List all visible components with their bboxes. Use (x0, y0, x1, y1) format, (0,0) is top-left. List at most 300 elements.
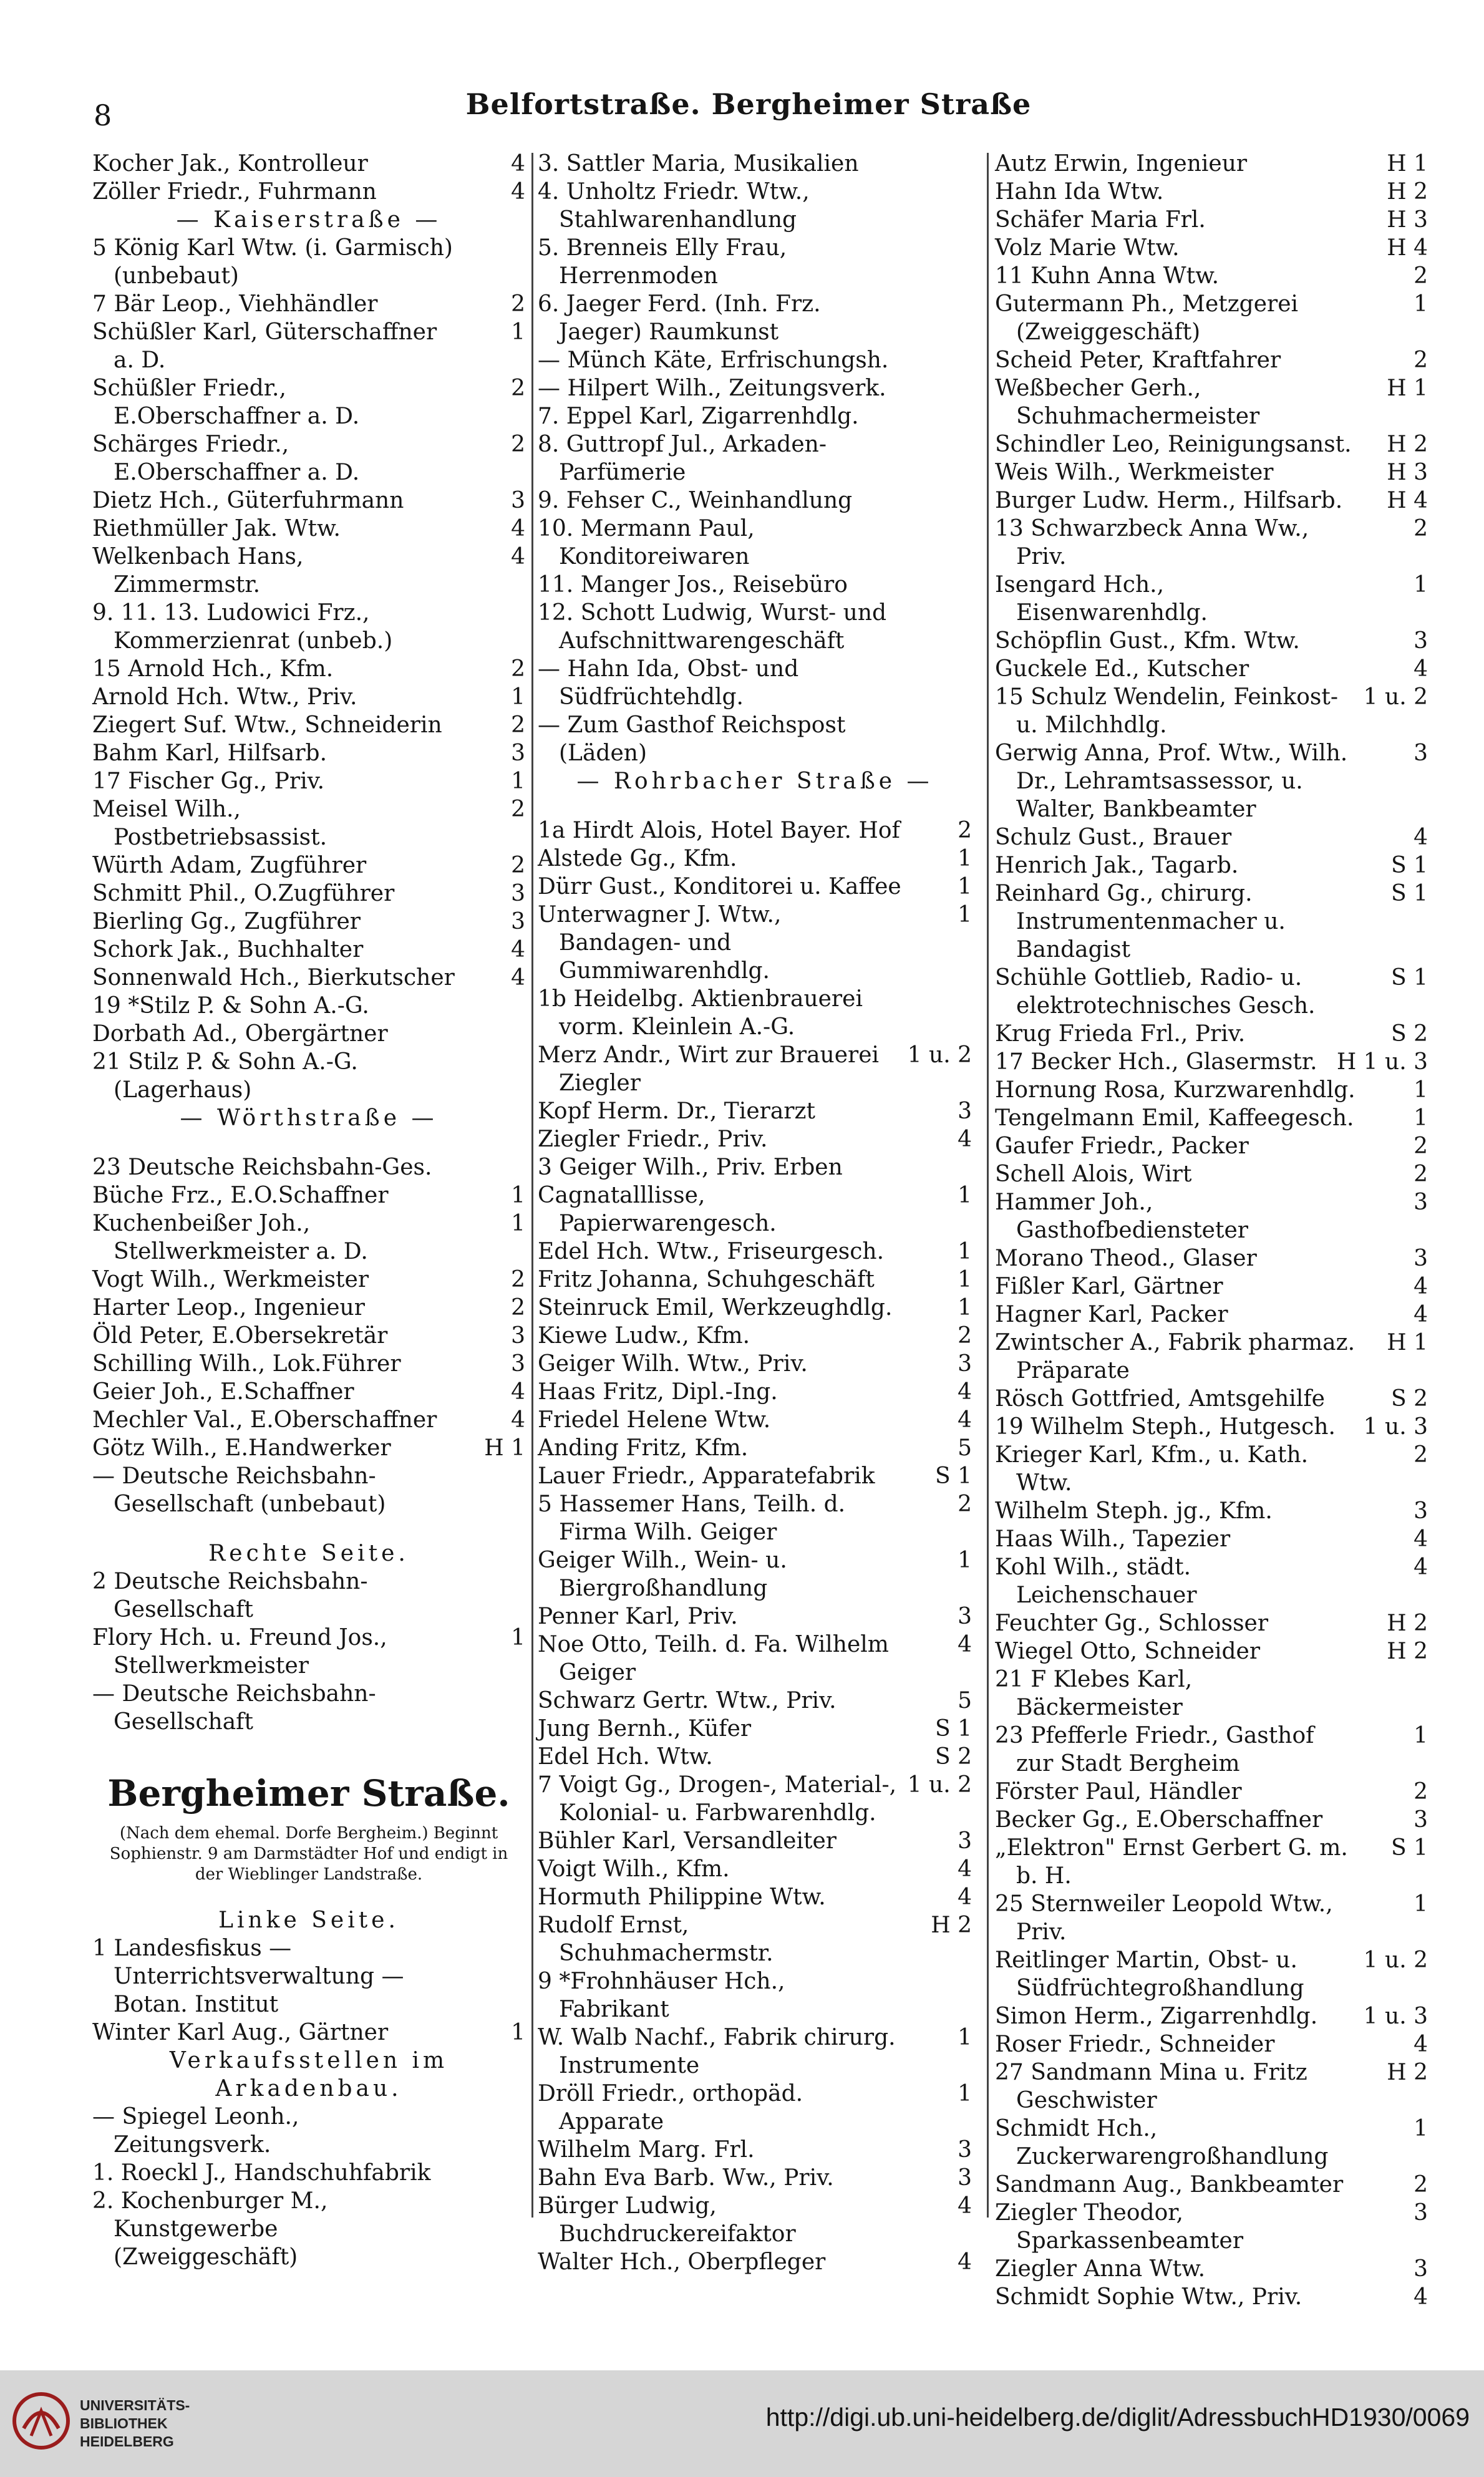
directory-entry (995, 627, 1428, 655)
entry-text: 12. Schott Ludwig, Wurst- und Aufschnittwarengeschäft (538, 600, 894, 654)
entry-floor: 3 (1414, 1807, 1428, 1833)
entry-text: Hammer Joh., Gasthofbediensteter (995, 1190, 1248, 1243)
directory-entry (92, 936, 525, 964)
entry-floor: 3 (958, 1604, 972, 1629)
entry-text: Bahn Eva Barb. Ww., Priv. (538, 2165, 834, 2191)
directory-entry (538, 1350, 972, 1378)
directory-entry (92, 655, 525, 683)
directory-entry (92, 683, 525, 711)
entry-text: Arnold Hch. Wtw., Priv. (92, 684, 357, 710)
entry-floor: 1 (1414, 1077, 1428, 1103)
directory-entry (995, 1413, 1428, 1441)
entry-floor: 3 (958, 1351, 972, 1377)
directory-entry (995, 2030, 1428, 2058)
directory-entry (538, 1687, 972, 1715)
directory-entry (92, 1378, 525, 1406)
directory-entry (92, 1181, 525, 1209)
entry-text: Morano Theod., Glaser (995, 1246, 1257, 1271)
directory-entry (995, 206, 1428, 234)
directory-entry (995, 150, 1428, 178)
entry-floor: 1 (958, 874, 972, 899)
directory-entry (538, 2164, 972, 2192)
entry-text: „Elektron" Ernst Gerbert G. m. b. H. (995, 1835, 1355, 1889)
entry-floor: 4 (958, 1884, 972, 1910)
entry-text: Dröll Friedr., orthopäd. Apparate (538, 2081, 810, 2135)
directory-entry (995, 487, 1428, 515)
entry-floor: 1 u. 2 (1363, 684, 1428, 710)
directory-entry (538, 290, 972, 346)
entry-text: Förster Paul, Händler (995, 1779, 1242, 1805)
entry-floor: 1 (1414, 291, 1428, 317)
entry-text: — Deutsche Reichsbahn-Gesellschaft (92, 1681, 376, 1735)
directory-entry (92, 992, 525, 1020)
directory-entry (995, 1188, 1428, 1244)
entry-text: Edel Hch. Wtw. (538, 1744, 713, 1770)
entry-floor: 1 (958, 2081, 972, 2106)
entry-floor: H 3 (1387, 460, 1428, 485)
entry-floor: 3 (511, 909, 525, 934)
entry-floor: H 1 (1387, 376, 1428, 401)
entry-floor: 3 (511, 1323, 525, 1349)
entry-floor: 3 (958, 2137, 972, 2163)
directory-entry (538, 1855, 972, 1883)
entry-text: 21 F Klebes Karl, Bäckermeister (995, 1667, 1200, 1720)
directory-entry (995, 851, 1428, 880)
directory-entry (538, 374, 972, 402)
entry-text: Ziegert Suf. Wtw., Schneiderin (92, 712, 442, 738)
entry-text: Schüßler Friedr., E.Oberschaffner a. D. (92, 376, 360, 429)
entry-text: Gutermann Ph., Metzgerei (Zweiggeschäft) (995, 291, 1306, 345)
entry-floor: 3 (958, 1098, 972, 1124)
entry-text: 1a Hirdt Alois, Hotel Bayer. Hof (538, 818, 900, 843)
directory-entry (92, 1294, 525, 1322)
entry-floor: S 1 (934, 1716, 972, 1742)
entry-text: 21 Stilz P. & Sohn A.-G. (Lagerhaus) (92, 1049, 366, 1103)
entry-floor: 5 (958, 1688, 972, 1714)
entry-text: Flory Hch. u. Freund Jos., Stellwerkmeister (92, 1625, 395, 1679)
directory-entry (538, 402, 972, 430)
directory-entry (995, 234, 1428, 262)
directory-entry (92, 1048, 525, 1104)
entry-text: 23 Pfefferle Friedr., Gasthof zur Stadt Bergheim (995, 1723, 1321, 1777)
library-name (80, 2397, 190, 2451)
entry-text: Fißler Karl, Gärtner (995, 1274, 1223, 1299)
directory-entry (92, 767, 525, 795)
entry-floor: 4 (1414, 1302, 1428, 1327)
entry-floor: 1 (958, 1295, 972, 1321)
library-name-line: UNIVERSITÄTS- (80, 2397, 190, 2413)
entry-floor: 4 (511, 179, 525, 205)
entry-text: Krieger Karl, Kfm., u. Kath. Wtw. (995, 1442, 1316, 1496)
entry-text: Steinruck Emil, Werkzeughdlg. (538, 1295, 893, 1321)
footer-bar (0, 2370, 1484, 2477)
directory-entry (538, 1490, 972, 1546)
entry-floor: S 1 (1390, 853, 1428, 878)
directory-entry (538, 2248, 972, 2276)
entry-text: 6. Jaeger Ferd. (Inh. Frz. Jaeger) Raumkunst (538, 291, 828, 345)
entry-floor: 4 (958, 1856, 972, 1882)
directory-entry (995, 1160, 1428, 1188)
entry-text: Volz Marie Wtw. (995, 235, 1180, 261)
entry-floor: 1 (958, 1239, 972, 1264)
library-logo-icon (12, 2392, 70, 2450)
entry-text: Schmidt Hch., Zuckerwarengroßhandlung (995, 2116, 1329, 2169)
entry-floor: H 1 u. 3 (1336, 1049, 1428, 1075)
entry-floor: 1 u. 3 (1363, 2004, 1428, 2029)
entry-text: Geiger Wilh. Wtw., Priv. (538, 1351, 808, 1377)
spacer (92, 1518, 525, 1539)
entry-text: Mechler Val., E.Oberschaffner (92, 1407, 437, 1433)
directory-entry (92, 234, 525, 290)
entry-text: 5 König Karl Wtw. (i. Garmisch) (unbebaut) (92, 235, 460, 289)
directory-entry (995, 739, 1428, 823)
entry-floor: 4 (1414, 825, 1428, 850)
directory-entry (995, 262, 1428, 290)
entry-floor: 4 (1414, 2284, 1428, 2310)
entry-text: Vogt Wilh., Werkmeister (92, 1267, 369, 1292)
entry-floor: 1 (511, 684, 525, 710)
entry-text: — Münch Käte, Erfrischungsh. (538, 347, 889, 373)
entry-floor: H 4 (1387, 488, 1428, 513)
source-url-link[interactable]: http://digi.ub.uni-heidelberg.de/diglit/AdressbuchHD1930/0069 (765, 2403, 1470, 2431)
entry-text: Schöpflin Gust., Kfm. Wtw. (995, 628, 1300, 654)
entry-floor: 1 u. 2 (907, 1042, 972, 1068)
entry-floor: H 2 (1387, 2060, 1428, 2085)
spacer (92, 1132, 525, 1153)
entry-text: 1 Landesfiskus — Unterrichtsverwaltung — Botan. Institut (92, 1936, 411, 2017)
entry-floor: 1 (958, 2025, 972, 2050)
directory-entry (92, 543, 525, 599)
entry-text: Geiger Wilh., Wein- u. Biergroßhandlung (538, 1548, 795, 1601)
directory-entry (92, 795, 525, 851)
entry-text: Schmitt Phil., O.Zugführer (92, 881, 395, 906)
column-divider (531, 153, 533, 2218)
entry-text: Geier Joh., E.Schaffner (92, 1379, 354, 1405)
entry-floor: 4 (1414, 656, 1428, 682)
section-heading: — Rohrbacher Straße — (576, 768, 933, 794)
entry-text: Schulz Gust., Brauer (995, 825, 1232, 850)
directory-entry (995, 880, 1428, 964)
entry-floor: 1 (511, 768, 525, 794)
entry-floor: 2 (958, 1491, 972, 1517)
directory-entry (538, 1715, 972, 1743)
entry-floor: H 2 (1387, 1611, 1428, 1636)
directory-entry (538, 1294, 972, 1322)
entry-floor: 2 (1414, 516, 1428, 541)
entry-text: Schell Alois, Wirt (995, 1161, 1192, 1187)
entry-text: Öld Peter, E.Obersekretär (92, 1323, 388, 1349)
entry-floor: 1 (511, 319, 525, 345)
street-description: (Nach dem ehemal. Dorfe Bergheim.) Beginnt Sophienstr. 9 am Darmstädter Hof und endigt in der Wieblinger Landstraße. (109, 1824, 513, 1884)
entry-floor: 2 (511, 432, 525, 457)
entry-text: Hornung Rosa, Kurzwarenhdlg. (995, 1077, 1355, 1103)
entry-floor: 2 (1414, 347, 1428, 373)
directory-entry (995, 346, 1428, 374)
directory-entry (995, 1385, 1428, 1413)
entry-text: Schmidt Sophie Wtw., Priv. (995, 2284, 1302, 2310)
entry-text: 3 Geiger Wilh., Priv. Erben (538, 1155, 843, 1180)
directory-entry (538, 346, 972, 374)
directory-entry (538, 901, 972, 985)
directory-entry (995, 1525, 1428, 1553)
entry-text: Merz Andr., Wirt zur Brauerei Ziegler (538, 1042, 886, 1096)
entry-text: 19 *Stilz P. & Sohn A.-G. (92, 993, 369, 1019)
column-divider (987, 153, 989, 2218)
entry-text: Harter Leop., Ingenieur (92, 1295, 365, 1321)
entry-floor: H 1 (1387, 151, 1428, 177)
directory-entry (92, 1266, 525, 1294)
entry-text: Bierling Gg., Zugführer (92, 909, 361, 934)
directory-entry (995, 1329, 1428, 1385)
directory-entry (995, 1834, 1428, 1890)
entry-text: Kopf Herm. Dr., Tierarzt (538, 1098, 815, 1124)
directory-entry (92, 908, 525, 936)
entry-text: Wilhelm Steph. jg., Kfm. (995, 1498, 1273, 1524)
directory-entry (92, 150, 525, 178)
entry-floor: 1 (958, 1183, 972, 1208)
directory-entry (538, 1266, 972, 1294)
directory-entry (995, 290, 1428, 346)
entry-text: Rösch Gottfried, Amtsgehilfe (995, 1386, 1325, 1412)
directory-entry (538, 1827, 972, 1855)
entry-text: 5 Hassemer Hans, Teilh. d. Firma Wilh. Geiger (538, 1491, 853, 1545)
entry-text: Riethmüller Jak. Wtw. (92, 516, 341, 541)
entry-floor: 4 (958, 2249, 972, 2275)
entry-floor: 3 (511, 881, 525, 906)
directory-entry (538, 1153, 972, 1181)
entry-floor: 3 (1414, 1190, 1428, 1215)
entry-floor: 2 (511, 712, 525, 738)
page-header: Belfortstraße. Bergheimer Straße (465, 87, 1032, 121)
entry-floor: 2 (511, 797, 525, 822)
directory-entry (538, 1125, 972, 1153)
entry-text: 7 Bär Leop., Viehhändler (92, 291, 378, 317)
entry-text: Würth Adam, Zugführer (92, 853, 367, 878)
entry-text: Walter Hch., Oberpfleger (538, 2249, 826, 2275)
entry-floor: H 4 (1387, 235, 1428, 261)
entry-text: Rudolf Ernst, Schuhmachermstr. (538, 1912, 774, 1966)
entry-text: Unterwagner J. Wtw., Bandagen- und Gummiwarenhdlg. (538, 902, 788, 984)
directory-entry (995, 2199, 1428, 2255)
section-heading: Rechte Seite. (208, 1541, 409, 1566)
directory-entry (92, 1350, 525, 1378)
entry-text: Ziegler Friedr., Priv. (538, 1127, 768, 1152)
entry-floor: S 1 (1390, 1835, 1428, 1861)
directory-entry (538, 487, 972, 515)
column-right (995, 150, 1428, 2311)
directory-entry (995, 1553, 1428, 1609)
entry-floor: 2 (958, 1323, 972, 1349)
directory-entry (92, 1406, 525, 1434)
directory-entry (995, 1946, 1428, 2002)
directory-entry (538, 1181, 972, 1238)
entry-text: Schüßler Karl, Güterschaffner a. D. (92, 319, 444, 373)
entry-text: 11 Kuhn Anna Wtw. (995, 263, 1220, 289)
entry-text: Welkenbach Hans, Zimmermstr. (92, 544, 311, 598)
entry-text: — Hilpert Wilh., Zeitungsverk. (538, 376, 886, 401)
directory-entry (538, 1546, 972, 1602)
directory-entry (995, 1244, 1428, 1272)
entry-text: Becker Gg., E.Oberschaffner (995, 1807, 1323, 1833)
entry-floor: 4 (511, 1407, 525, 1433)
directory-entry (92, 2103, 525, 2159)
directory-entry (92, 1462, 525, 1518)
directory-entry (538, 1406, 972, 1434)
directory-entry (92, 1209, 525, 1266)
entry-floor: 3 (511, 1351, 525, 1377)
entry-text: Winter Karl Aug., Gärtner (92, 2020, 389, 2045)
entry-text: 8. Guttropf Jul., Arkaden-Parfümerie (538, 432, 827, 485)
entry-floor: 3 (511, 488, 525, 513)
directory-entry (92, 318, 525, 374)
entry-text: Isengard Hch., Eisenwarenhdlg. (995, 572, 1208, 626)
entry-text: Voigt Wilh., Kfm. (538, 1856, 730, 1882)
entry-text: 9 *Frohnhäuser Hch., Fabrikant (538, 1969, 792, 2022)
entry-floor: 1 (1414, 1105, 1428, 1131)
directory-entry (92, 2187, 525, 2271)
directory-entry (995, 1104, 1428, 1132)
directory-entry (995, 1048, 1428, 1076)
directory-entry (995, 1497, 1428, 1525)
directory-entry (995, 2255, 1428, 2283)
directory-entry (995, 1441, 1428, 1497)
directory-entry (92, 1322, 525, 1350)
entry-floor: 1 (1414, 2116, 1428, 2141)
directory-entry (995, 683, 1428, 739)
section-heading: Linke Seite. (218, 1907, 399, 1933)
entry-text: 13 Schwarzbeck Anna Ww., Priv. (995, 516, 1316, 570)
entry-text: 19 Wilhelm Steph., Hutgesch. (995, 1414, 1336, 1440)
directory-entry (92, 2019, 525, 2047)
entry-text: Burger Ludw. Herm., Hilfsarb. (995, 488, 1343, 513)
entry-floor: 3 (958, 2165, 972, 2191)
directory-entry (995, 1665, 1428, 1722)
entry-text: Cagnatalllisse, Papierwarengesch. (538, 1183, 777, 1236)
entry-text: Autz Erwin, Ingenieur (995, 151, 1248, 177)
entry-text: Friedel Helene Wtw. (538, 1407, 771, 1433)
directory-entry (92, 1624, 525, 1680)
entry-text: Ziegler Theodor, Sparkassenbeamter (995, 2200, 1244, 2254)
directory-entry (995, 1890, 1428, 1946)
entry-text: Noe Otto, Teilh. d. Fa. Wilhelm Geiger (538, 1632, 896, 1685)
entry-floor: 1 (511, 1183, 525, 1208)
directory-entry (538, 1041, 972, 1097)
directory-entry (538, 655, 972, 711)
entry-floor: H 2 (1387, 179, 1428, 205)
directory-entry (538, 2024, 972, 2080)
entry-floor: H 1 (484, 1435, 525, 1461)
entry-floor: 4 (958, 1379, 972, 1405)
directory-entry (92, 1680, 525, 1736)
entry-text: Schilling Wilh., Lok.Führer (92, 1351, 401, 1377)
directory-entry (538, 1883, 972, 1911)
entry-floor: 2 (511, 291, 525, 317)
entry-floor: 1 (958, 1548, 972, 1573)
directory-entry (92, 1434, 525, 1462)
directory-entry (92, 1153, 525, 1181)
entry-text: Schühle Gottlieb, Radio- u. elektrotechnisches Gesch. (995, 965, 1316, 1019)
entry-text: Anding Fritz, Kfm. (538, 1435, 749, 1461)
directory-entry (995, 2171, 1428, 2199)
entry-floor: 1 (1414, 1723, 1428, 1748)
directory-entry (538, 234, 972, 290)
directory-entry (995, 1722, 1428, 1778)
directory-entry (92, 430, 525, 487)
entry-text: Wiegel Otto, Schneider (995, 1639, 1261, 1664)
entry-text: 15 Schulz Wendelin, Feinkost- u. Milchhdlg. (995, 684, 1346, 738)
directory-entry (995, 1272, 1428, 1301)
entry-text: Büche Frz., E.O.Schaffner (92, 1183, 389, 1208)
entry-floor: 1 (1414, 572, 1428, 598)
directory-entry (538, 1911, 972, 1967)
entry-text: Jung Bernh., Küfer (538, 1716, 752, 1742)
entry-floor: 1 u. 2 (1363, 1947, 1428, 1973)
column-middle (538, 150, 972, 2276)
entry-text: Fritz Johanna, Schuhgeschäft (538, 1267, 875, 1292)
entry-floor: 1 u. 3 (1363, 1414, 1428, 1440)
entry-text: Schindler Leo, Reinigungsanst. (995, 432, 1352, 457)
directory-entry (995, 2058, 1428, 2115)
entry-text: Dürr Gust., Konditorei u. Kaffee (538, 874, 901, 899)
entry-floor: 2 (1414, 1161, 1428, 1187)
entry-text: Hormuth Philippine Wtw. (538, 1884, 826, 1910)
directory-entry (995, 2283, 1428, 2311)
entry-text: Schäfer Maria Frl. (995, 207, 1206, 233)
entry-floor: 3 (1414, 1246, 1428, 1271)
entry-floor: H 2 (931, 1912, 972, 1938)
entry-floor: H 3 (1387, 207, 1428, 233)
entry-text: 7 Voigt Gg., Drogen-, Material-, Kolonial- u. Farbwarenhdlg. (538, 1772, 904, 1826)
entry-floor: 2 (511, 1267, 525, 1292)
entry-floor: S 1 (1390, 881, 1428, 906)
entry-text: — Spiegel Leonh., Zeitungsverk. (92, 2104, 306, 2158)
entry-floor: 2 (511, 656, 525, 682)
entry-floor: H 2 (1387, 432, 1428, 457)
entry-text: Dietz Hch., Güterfuhrmann (92, 488, 404, 513)
directory-entry (995, 655, 1428, 683)
directory-entry (538, 1462, 972, 1490)
directory-entry (538, 711, 972, 767)
directory-entry (92, 2159, 525, 2187)
entry-text: Schwarz Gertr. Wtw., Priv. (538, 1688, 837, 1714)
directory-entry (995, 1778, 1428, 1806)
directory-entry (538, 1097, 972, 1125)
entry-floor: 4 (1414, 1274, 1428, 1299)
entry-text: 4. Unholtz Friedr. Wtw., Stahlwarenhandlung (538, 179, 817, 233)
entry-floor: 1 (511, 2020, 525, 2045)
entry-floor: S 2 (934, 1744, 972, 1770)
directory-entry (92, 711, 525, 739)
entry-text: 27 Sandmann Mina u. Fritz Geschwister (995, 2060, 1315, 2113)
directory-entry (995, 1806, 1428, 1834)
entry-floor: 4 (511, 516, 525, 541)
entry-text: Kiewe Ludw., Kfm. (538, 1323, 750, 1349)
directory-entry (995, 964, 1428, 1020)
entry-floor: S 1 (1390, 965, 1428, 991)
directory-entry (538, 150, 972, 178)
entry-text: Hahn Ida Wtw. (995, 179, 1164, 205)
entry-text: 15 Arnold Hch., Kfm. (92, 656, 334, 682)
entry-text: Guckele Ed., Kutscher (995, 656, 1249, 682)
entry-floor: 4 (1414, 1526, 1428, 1552)
entry-floor: 3 (958, 1828, 972, 1854)
section-heading: — Wörthstraße — (180, 1105, 438, 1131)
entry-text: W. Walb Nachf., Fabrik chirurg. Instrumente (538, 2025, 903, 2078)
entry-text: Kuchenbeißer Joh., Stellwerkmeister a. D. (92, 1211, 368, 1264)
entry-text: 1. Roeckl J., Handschuhfabrik (92, 2160, 431, 2186)
entry-text: Gaufer Friedr., Packer (995, 1133, 1249, 1159)
entry-text: 5. Brenneis Elly Frau, Herrenmoden (538, 235, 794, 289)
